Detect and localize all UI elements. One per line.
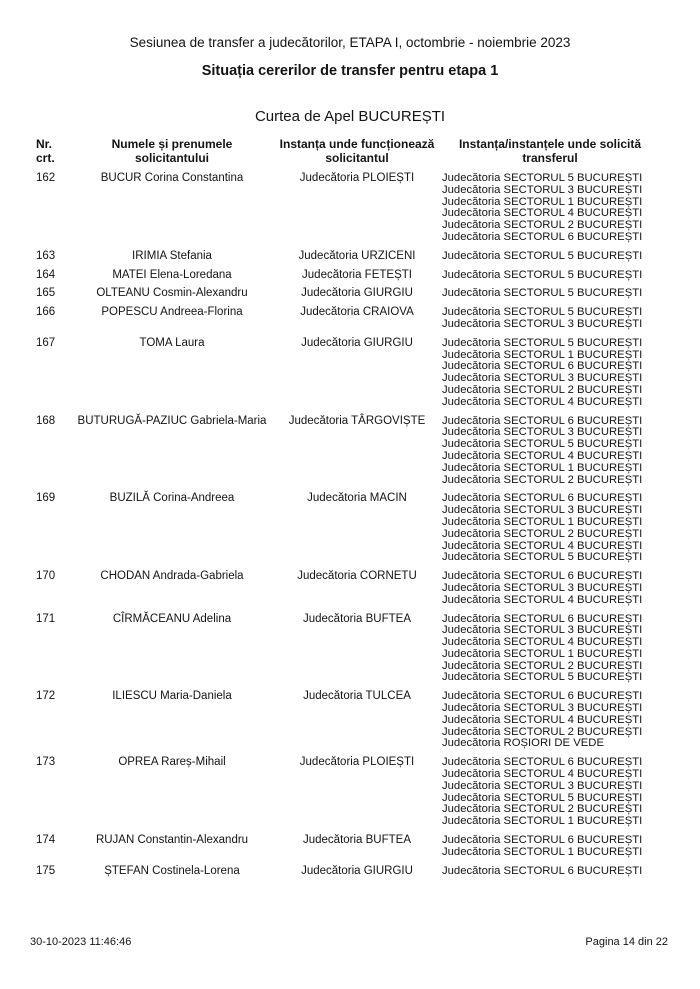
table-header-row	[30, 137, 658, 169]
requested-court: Judecătoria SECTORUL 4 BUCUREȘTI	[442, 713, 643, 726]
current-court: Judecătoria PLOIEȘTI	[299, 756, 415, 769]
requested-court: Judecătoria SECTORUL 3 BUCUREȘTI	[442, 183, 643, 196]
current-court: Judecătoria GIURGIU	[301, 336, 413, 349]
requested-court: Judecătoria SECTORUL 6 BUCUREȘTI	[442, 492, 643, 505]
current-court: Judecătoria BUFTEA	[302, 834, 411, 847]
requested-court: Judecătoria SECTORUL 5 BUCUREȘTI	[442, 438, 643, 451]
table-row	[30, 753, 658, 831]
requested-court: Judecătoria SECTORUL 3 BUCUREȘTI	[442, 317, 643, 330]
applicant-name: RUJAN Constantin-Alexandru	[95, 834, 249, 847]
current-court: Judecătoria GIURGIU	[301, 864, 413, 877]
requested-courts	[442, 567, 658, 609]
row-nr: 167	[36, 336, 56, 349]
table-row	[30, 687, 658, 753]
requested-courts	[442, 334, 658, 412]
requested-court: Judecătoria SECTORUL 5 BUCUREȘTI	[442, 551, 643, 564]
header-name: Numele și prenumele solicitantului	[111, 137, 233, 165]
requested-court: Judecătoria SECTORUL 5 BUCUREȘTI	[442, 268, 643, 281]
requested-court: Judecătoria SECTORUL 6 BUCUREȘTI	[442, 834, 643, 847]
requested-court: Judecătoria SECTORUL 1 BUCUREȘTI	[442, 461, 643, 474]
requested-courts	[442, 753, 658, 831]
requested-court: Judecătoria SECTORUL 6 BUCUREȘTI	[442, 360, 643, 373]
requested-court: Judecătoria SECTORUL 4 BUCUREȘTI	[442, 539, 643, 552]
requested-court: Judecătoria SECTORUL 5 BUCUREȘTI	[442, 249, 643, 262]
applicant-name: CÎRMĂCEANU Adelina	[112, 612, 232, 625]
current-court: Judecătoria PLOIEȘTI	[299, 172, 415, 184]
situation-title: Situația cererilor de transfer pentru etapa 1	[201, 63, 499, 79]
applicant-name: ȘTEFAN Costinela-Lorena	[104, 864, 240, 877]
requested-court: Judecătoria SECTORUL 4 BUCUREȘTI	[442, 207, 643, 220]
requested-court: Judecătoria SECTORUL 1 BUCUREȘTI	[442, 515, 643, 528]
current-court: Judecătoria BUFTEA	[302, 612, 411, 625]
applicant-name: MATEI Elena-Loredana	[112, 268, 232, 281]
requested-court: Judecătoria SECTORUL 2 BUCUREȘTI	[442, 383, 643, 396]
requested-court: Judecătoria SECTORUL 2 BUCUREȘTI	[442, 725, 643, 738]
applicant-name: OPREA Rareș-Mihail	[118, 756, 226, 769]
header-nr: Nr. crt.	[36, 137, 55, 165]
requested-court: Judecătoria SECTORUL 2 BUCUREȘTI	[442, 659, 643, 672]
row-nr: 173	[36, 756, 56, 769]
requested-court: Judecătoria SECTORUL 3 BUCUREȘTI	[442, 504, 643, 517]
applicant-name: POPESCU Andreea-Florina	[101, 306, 243, 319]
requested-courts	[442, 610, 658, 688]
requested-courts	[442, 831, 658, 862]
row-nr: 163	[36, 249, 56, 262]
requested-court: Judecătoria SECTORUL 1 BUCUREȘTI	[442, 195, 643, 208]
session-title: Sesiunea de transfer a judecătorilor, ETAPA I, octombrie - noiembrie 2023	[129, 35, 571, 50]
requested-court: Judecătoria SECTORUL 4 BUCUREȘTI	[442, 636, 643, 649]
requested-court: Judecătoria SECTORUL 5 BUCUREȘTI	[442, 671, 643, 684]
row-nr: 162	[36, 172, 56, 184]
requested-court: Judecătoria SECTORUL 2 BUCUREȘTI	[442, 219, 643, 232]
current-court: Judecătoria URZICENI	[298, 249, 416, 262]
transfer-requests-table	[30, 137, 658, 880]
table-row	[30, 247, 658, 266]
current-court: Judecătoria GIURGIU	[301, 287, 413, 300]
applicant-name: BUTURUGĂ-PAZIUC Gabriela-Maria	[77, 414, 267, 427]
requested-court: Judecătoria SECTORUL 1 BUCUREȘTI	[442, 815, 643, 828]
requested-courts	[442, 862, 658, 881]
table-row	[30, 610, 658, 688]
row-nr: 175	[36, 864, 56, 877]
requested-court: Judecătoria SECTORUL 2 BUCUREȘTI	[442, 803, 643, 816]
table-row	[30, 334, 658, 412]
requested-court: Judecătoria SECTORUL 4 BUCUREȘTI	[442, 593, 643, 606]
requested-court: Judecătoria ROȘIORI DE VEDE	[442, 737, 604, 750]
table-row	[30, 831, 658, 862]
table-row	[30, 169, 658, 247]
requested-courts	[442, 169, 658, 247]
row-nr: 169	[36, 492, 56, 505]
requested-court: Judecătoria SECTORUL 5 BUCUREȘTI	[442, 306, 643, 319]
requested-court: Judecătoria SECTORUL 5 BUCUREȘTI	[442, 172, 643, 184]
row-nr: 164	[36, 268, 56, 281]
applicant-name: OLTEANU Cosmin-Alexandru	[96, 287, 248, 300]
table-row	[30, 567, 658, 609]
row-nr: 174	[36, 834, 56, 847]
row-nr: 166	[36, 306, 56, 319]
current-court: Judecătoria CRAIOVA	[300, 306, 414, 319]
requested-court: Judecătoria SECTORUL 6 BUCUREȘTI	[442, 864, 643, 877]
requested-court: Judecătoria SECTORUL 3 BUCUREȘTI	[442, 426, 643, 439]
requested-court: Judecătoria SECTORUL 4 BUCUREȘTI	[442, 768, 643, 781]
requested-courts	[442, 489, 658, 567]
applicant-name: ILIESCU Maria-Daniela	[112, 690, 232, 703]
row-nr: 171	[36, 612, 56, 625]
table-row	[30, 489, 658, 567]
table-row	[30, 266, 658, 285]
requested-court: Judecătoria SECTORUL 6 BUCUREȘTI	[442, 612, 643, 625]
requested-courts	[442, 266, 658, 285]
requested-court: Judecătoria SECTORUL 6 BUCUREȘTI	[442, 756, 643, 769]
requested-court: Judecătoria SECTORUL 4 BUCUREȘTI	[442, 395, 643, 408]
requested-court: Judecătoria SECTORUL 2 BUCUREȘTI	[442, 527, 643, 540]
applicant-name: IRIMIA Stefania	[132, 249, 212, 262]
requested-court: Judecătoria SECTORUL 6 BUCUREȘTI	[442, 414, 643, 427]
requested-court: Judecătoria SECTORUL 2 BUCUREȘTI	[442, 473, 643, 486]
requested-court: Judecătoria SECTORUL 3 BUCUREȘTI	[442, 372, 643, 385]
current-court: Judecătoria CORNETU	[297, 570, 417, 583]
applicant-name: BUCUR Corina Constantina	[100, 172, 244, 184]
applicant-name: CHODAN Andrada-Gabriela	[100, 570, 244, 583]
applicant-name: TOMA Laura	[139, 336, 205, 349]
requested-court: Judecătoria SECTORUL 1 BUCUREȘTI	[442, 845, 643, 858]
requested-courts	[442, 247, 658, 266]
requested-court: Judecătoria SECTORUL 5 BUCUREȘTI	[442, 287, 643, 300]
row-nr: 168	[36, 414, 56, 427]
requested-court: Judecătoria SECTORUL 3 BUCUREȘTI	[442, 779, 643, 792]
requested-court: Judecătoria SECTORUL 3 BUCUREȘTI	[442, 624, 643, 637]
requested-court: Judecătoria SECTORUL 6 BUCUREȘTI	[442, 230, 643, 243]
requested-courts	[442, 687, 658, 753]
row-nr: 165	[36, 287, 56, 300]
current-court: Judecătoria TULCEA	[303, 690, 411, 703]
table-row	[30, 284, 658, 303]
applicant-name: BUZILĂ Corina-Andreea	[109, 492, 235, 505]
current-court: Judecătoria TÂRGOVIȘTE	[288, 414, 426, 427]
row-nr: 172	[36, 690, 56, 703]
requested-courts	[442, 303, 658, 334]
requested-court: Judecătoria SECTORUL 1 BUCUREȘTI	[442, 348, 643, 361]
current-court: Judecătoria FETEȘTI	[302, 268, 412, 281]
row-nr: 170	[36, 570, 56, 583]
court-title: Curtea de Apel BUCUREȘTI	[254, 108, 446, 125]
requested-court: Judecătoria SECTORUL 6 BUCUREȘTI	[442, 690, 643, 703]
table-body	[30, 169, 658, 880]
requested-court: Judecătoria SECTORUL 1 BUCUREȘTI	[442, 647, 643, 660]
table-row	[30, 862, 658, 881]
generated-timestamp: 30-10-2023 11:46:46	[30, 936, 132, 948]
current-court: Judecătoria MACIN	[307, 492, 407, 505]
requested-court: Judecătoria SECTORUL 3 BUCUREȘTI	[442, 702, 643, 715]
requested-court: Judecătoria SECTORUL 6 BUCUREȘTI	[442, 570, 643, 583]
table-row	[30, 412, 658, 490]
requested-court: Judecătoria SECTORUL 5 BUCUREȘTI	[442, 791, 643, 804]
table-row	[30, 303, 658, 334]
requested-court: Judecătoria SECTORUL 3 BUCUREȘTI	[442, 581, 643, 594]
requested-courts	[442, 412, 658, 490]
header-requested-courts: Instanța/instanțele unde solicită transferul	[458, 137, 642, 165]
header-current-court: Instanța unde funcționează solicitantul	[279, 137, 435, 165]
page-number: Pagina 14 din 22	[585, 936, 668, 948]
requested-court: Judecătoria SECTORUL 5 BUCUREȘTI	[442, 336, 643, 349]
requested-courts	[442, 284, 658, 303]
requested-court: Judecătoria SECTORUL 4 BUCUREȘTI	[442, 449, 643, 462]
